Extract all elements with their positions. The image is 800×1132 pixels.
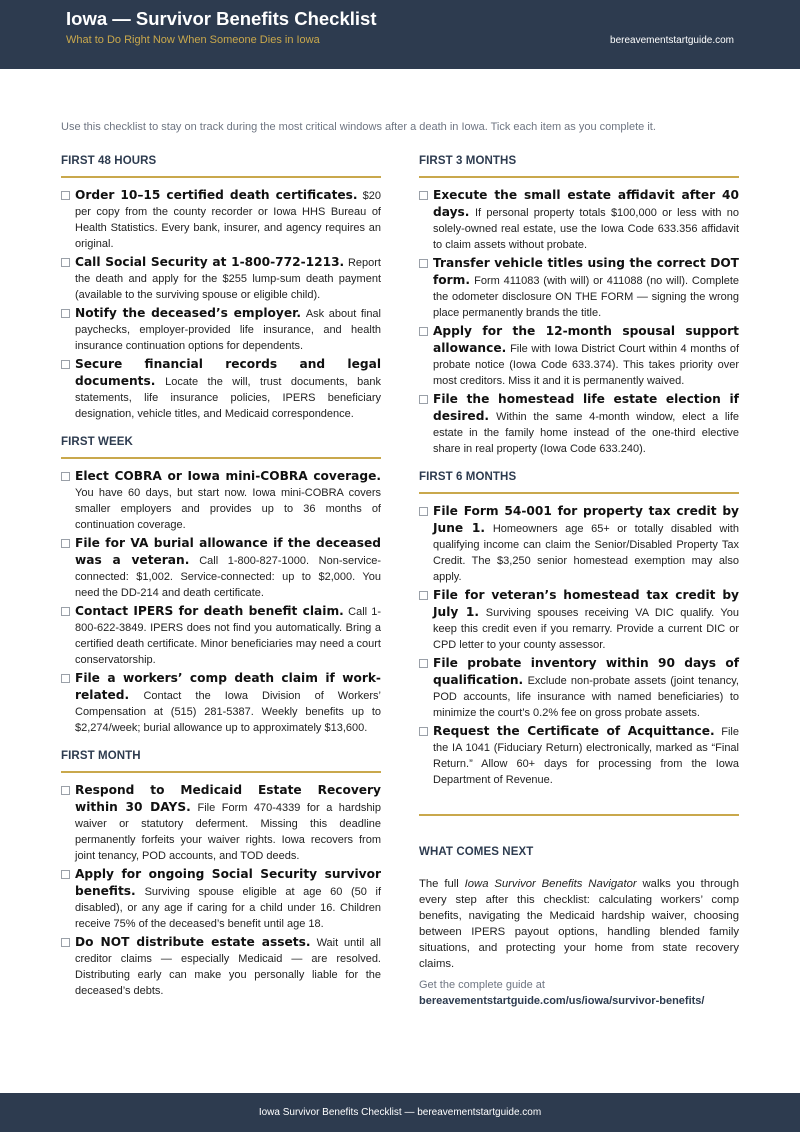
item-text xyxy=(433,655,739,721)
checkbox[interactable] xyxy=(61,472,70,481)
cta-url-link[interactable]: bereavementstartguide.com/us/iowa/survivor-benefits/ xyxy=(419,995,705,1007)
checklist-item xyxy=(61,670,381,736)
checklist-item xyxy=(419,187,739,253)
item-description: Wait until all creditor claims — especially Medicaid — are resolved. Distributing early can make you personally liable for the deceased’s debts. xyxy=(75,937,381,997)
checklist-item xyxy=(419,655,739,721)
item-text xyxy=(433,723,739,788)
item-lead: File Form 54-001 for property tax credit by June 1. xyxy=(433,504,739,535)
page-header xyxy=(0,0,800,69)
checkbox[interactable] xyxy=(61,674,70,683)
what-comes-next-heading: WHAT COMES NEXT xyxy=(419,846,534,858)
checklist-section xyxy=(61,436,381,736)
item-lead: Call Social Security at 1-800-772-1213. xyxy=(75,255,345,269)
item-text xyxy=(75,187,381,252)
item-text xyxy=(433,255,739,321)
checkbox[interactable] xyxy=(61,870,70,879)
next-text-after: walks you through every step after this checklist: calculating workers’ comp benefits, navigating the Medicaid hardship waiver, choosing between IPERS payout options, handling blended family situations, and protecting your home from state recovery claims. xyxy=(419,878,739,970)
checklist-item xyxy=(419,255,739,321)
section-heading: FIRST WEEK xyxy=(61,436,381,459)
item-text xyxy=(433,187,739,253)
checkbox[interactable] xyxy=(419,507,428,516)
checklist-item xyxy=(419,587,739,653)
item-description: File with Iowa District Court within 4 months of probate notice (Iowa Code 633.374). This takes priority over most creditors. Miss it and it is permanently waived. xyxy=(433,343,739,387)
item-description: $20 per copy from the county recorder or Iowa HHS Bureau of Health Statistics. Every bank, insurer, and agency requires an original. xyxy=(75,190,381,250)
item-description: Within the same 4-month window, elect a life estate in the family home instead of the one-third elective share in real property (Iowa Code 633.240). xyxy=(433,411,739,455)
item-lead: File for VA burial allowance if the deceased was a veteran. xyxy=(75,536,381,567)
checklist-section xyxy=(419,471,739,788)
left-column xyxy=(61,155,381,1013)
intro-text: Use this checklist to stay on track during the most critical windows after a death in Iowa. Tick each item as you complete it. xyxy=(61,121,656,133)
checkbox[interactable] xyxy=(61,360,70,369)
item-description: If personal property totals $100,000 or less with no solely-owned real estate, use the Iowa Code 633.356 affidavit to claim assets without probate. xyxy=(433,207,739,251)
item-lead: File the homestead life estate election if desired. xyxy=(433,392,739,423)
checkbox[interactable] xyxy=(61,309,70,318)
item-lead: Notify the deceased’s employer. xyxy=(75,306,301,320)
checklist-item xyxy=(61,356,381,422)
item-description: Contact the Iowa Division of Workers’ Compensation at (515) 281-5387. Weekly benefits up to $2,274/week; burial allowance up to approximately $13,600. xyxy=(75,690,381,734)
what-comes-next-text xyxy=(419,876,739,972)
item-description: Surviving spouses receiving VA DIC qualify. You keep this credit even if you remarry. Provide a current DIC or CPD letter to your county assessor. xyxy=(433,607,739,651)
checklist-item xyxy=(419,391,739,457)
checklist-item xyxy=(61,782,381,864)
checklist-item xyxy=(61,468,381,533)
guide-name: Iowa Survivor Benefits Navigator xyxy=(464,878,637,890)
right-column xyxy=(419,155,739,1009)
item-lead: Request the Certificate of Acquittance. xyxy=(433,724,715,738)
checklist-item xyxy=(61,254,381,303)
item-text xyxy=(75,356,381,422)
item-lead: Do NOT distribute estate assets. xyxy=(75,935,311,949)
item-text xyxy=(75,603,381,668)
checklist-item xyxy=(419,723,739,788)
item-lead: Apply for the 12-month spousal support allowance. xyxy=(433,324,739,355)
item-description: Call 1-800-827-1000. Non-service-connected: $1,002. Service-connected: up to $2,000. You need the DD-214 and death certificate. xyxy=(75,555,382,599)
item-lead: File a workers’ comp death claim if work-related. xyxy=(75,671,381,702)
section-heading: FIRST 6 MONTHS xyxy=(419,471,739,494)
item-description: Homeowners age 65+ or totally disabled with qualifying income can claim the Senior/Disabled Property Tax Credit. The $3,250 senior homestead exemption may also apply. xyxy=(433,523,739,583)
item-description: You have 60 days, but start now. Iowa mini-COBRA covers smaller employers and provides up to 36 months of continuation coverage. xyxy=(75,487,381,531)
item-description: Form 411083 (with will) or 411088 (no will). Complete the odometer disclosure ON THE FORM — signing the wrong place permanently brands the title. xyxy=(433,275,740,319)
item-text xyxy=(75,934,381,999)
checklist-section xyxy=(61,155,381,422)
cta-label: Get the complete guide at xyxy=(419,979,545,991)
item-text xyxy=(433,323,739,389)
header-site-link[interactable]: bereavementstartguide.com xyxy=(610,35,734,46)
item-text xyxy=(75,866,381,932)
item-lead: Execute the small estate affidavit after 40 days. xyxy=(433,188,739,219)
checkbox[interactable] xyxy=(61,258,70,267)
next-text-before: The full xyxy=(419,878,465,890)
checkbox[interactable] xyxy=(419,395,428,404)
item-lead: Order 10–15 certified death certificates. xyxy=(75,188,358,202)
item-description: File the IA 1041 (Fiduciary Return) electronically, marked as “Final Return.” Allow 60+ days for processing from the Iowa Department of Revenue. xyxy=(433,726,739,786)
item-description: Exclude non-probate assets (joint tenancy, POD accounts, life insurance with named beneficiaries) to minimize the court’s 0.2% fee on gross probate assets. xyxy=(433,675,739,719)
item-lead: Respond to Medicaid Estate Recovery within 30 DAYS. xyxy=(75,783,381,814)
item-lead: File probate inventory within 90 days of qualification. xyxy=(433,656,739,687)
checkbox[interactable] xyxy=(419,591,428,600)
item-description: Ask about final paychecks, employer-provided life insurance, and health insurance continuation options for dependents. xyxy=(75,308,381,352)
item-text xyxy=(75,782,381,864)
checklist-section xyxy=(419,155,739,457)
checklist-item xyxy=(61,187,381,252)
item-description: Surviving spouse eligible at age 60 (50 if disabled), or any age if caring for a child under 16. Children receive 75% of the deceased’s benefit until age 18. xyxy=(75,886,382,930)
item-text xyxy=(75,535,381,601)
checkbox[interactable] xyxy=(61,786,70,795)
checkbox[interactable] xyxy=(419,327,428,336)
checklist-item xyxy=(61,535,381,601)
checkbox[interactable] xyxy=(61,938,70,947)
item-description: Report the death and apply for the $255 lump-sum death payment (available to the surviving spouse or eligible child). xyxy=(75,257,381,301)
item-text xyxy=(75,305,381,354)
section-heading: FIRST 3 MONTHS xyxy=(419,155,739,178)
section-divider xyxy=(419,814,739,816)
item-lead: Apply for ongoing Social Security survivor benefits. xyxy=(75,867,381,898)
checkbox[interactable] xyxy=(61,607,70,616)
checklist-item xyxy=(419,323,739,389)
item-text xyxy=(433,587,739,653)
checkbox[interactable] xyxy=(61,539,70,548)
item-text xyxy=(75,468,381,533)
item-lead: Contact IPERS for death benefit claim. xyxy=(75,604,344,618)
item-text xyxy=(433,503,739,585)
checkbox[interactable] xyxy=(419,659,428,668)
section-heading: FIRST 48 HOURS xyxy=(61,155,381,178)
item-lead: Secure financial records and legal documents. xyxy=(75,357,381,388)
item-description: File Form 470-4339 for a hardship waiver or statutory deferment. Missing this deadline permanently forfeits your waiver rights. Iowa recovers from joint tenancy, POD accounts, and TOD deeds. xyxy=(75,802,381,862)
item-lead: Elect COBRA or Iowa mini-COBRA coverage. xyxy=(75,469,381,483)
item-lead: Transfer vehicle titles using the correct DOT form. xyxy=(433,256,739,287)
section-heading: FIRST MONTH xyxy=(61,750,381,773)
page-subtitle: What to Do Right Now When Someone Dies in Iowa xyxy=(66,34,320,46)
checklist-item xyxy=(61,866,381,932)
checklist-item xyxy=(419,503,739,585)
checkbox[interactable] xyxy=(419,191,428,200)
checklist-item xyxy=(61,305,381,354)
item-description: Call 1-800-622-3849. IPERS does not find you automatically. Bring a certified death certificate. Minor beneficiaries may need a court conservatorship. xyxy=(75,606,381,666)
item-lead: File for veteran’s homestead tax credit by July 1. xyxy=(433,588,739,619)
checkbox[interactable] xyxy=(419,727,428,736)
checklist-section xyxy=(61,750,381,999)
page-footer: Iowa Survivor Benefits Checklist — bereavementstartguide.com xyxy=(0,1093,800,1132)
checklist-item xyxy=(61,603,381,668)
page-title: Iowa — Survivor Benefits Checklist xyxy=(66,8,377,29)
item-text xyxy=(75,254,381,303)
checkbox[interactable] xyxy=(419,259,428,268)
item-text xyxy=(433,391,739,457)
item-description: Locate the will, trust documents, bank statements, life insurance policies, IPERS beneficiary designation, vehicle titles, and Medicaid correspondence. xyxy=(75,376,381,420)
item-text xyxy=(75,670,381,736)
checkbox[interactable] xyxy=(61,191,70,200)
checklist-item xyxy=(61,934,381,999)
